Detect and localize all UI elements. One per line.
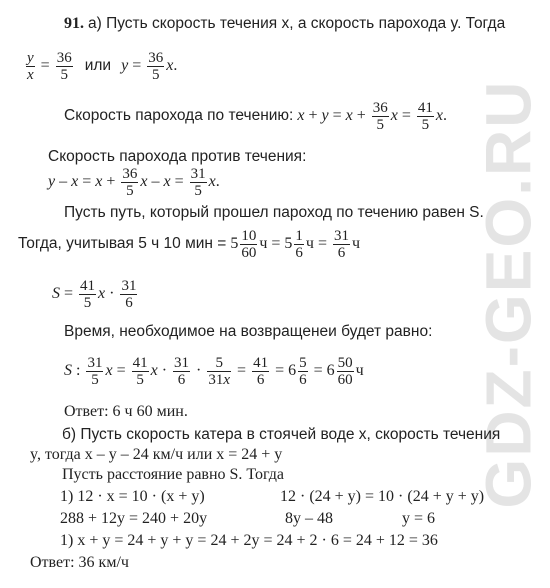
unit-hours: ч <box>259 235 268 253</box>
answer-a: Ответ: 6 ч 60 мин. <box>64 403 188 420</box>
downstream-line: Скорость парохода по течению: x + y = x + $\frac{36}{5}$ x = $\frac{41}{5}$ x. <box>64 100 448 133</box>
return-text: Время, необходимое на возвращенеи будет равно: <box>64 323 433 340</box>
unit-hours: ч <box>305 235 314 253</box>
return-line <box>64 323 432 341</box>
downstream-label: Скорость парохода по течению: <box>64 107 294 125</box>
part-b-line: б) Пусть скорость катера в стоячей воде x, скорость течения <box>62 426 501 443</box>
distance-equation: S = $\frac{41}{5}$ x · $\frac{31}{6}$ <box>52 278 137 311</box>
path-text: Пусть путь, который прошел пароход по течению равен S. <box>64 204 484 221</box>
equation-1: 1) 12 · x = 10 · (x + y) <box>60 488 205 505</box>
equation-4: 8y – 48 <box>285 510 333 527</box>
watermark: GDZ-GEO.RU <box>472 79 544 509</box>
problem-intro-line <box>64 15 505 33</box>
unit-hours: ч <box>351 235 361 253</box>
path-line <box>64 204 484 222</box>
equation-2: 12 · (24 + y) = 10 · (24 + y + y) <box>280 488 485 505</box>
or-word: или <box>84 57 112 75</box>
problem-intro: а) Пусть скорость течения x, а скорость парохода y. Тогда <box>88 15 506 32</box>
ratio-equation: $\frac{y}{x}$ = $\frac{36}{5}$ или y = $\frac{36}{5}$ x. <box>27 50 178 83</box>
upstream-label: Скорость парохода против течения: <box>48 148 307 165</box>
problem-number: 91. <box>64 15 84 32</box>
return-time-equation: S : $\frac{31}{5}$ x = $\frac{41}{5}$ x · $\frac{31}{6}$ · $\frac{5}{31x}$ = $\frac{41}{6}$ = 6 $\frac{5}{6}$ = 6 $\frac{50}{60}$ ч <box>64 355 364 388</box>
equation-5: y = 6 <box>402 510 436 527</box>
part-b-line-2: y, тогда x – y – 24 км/ч или x = 24 + y <box>30 446 283 463</box>
time-line: Тогда, учитывая 5 ч 10 мин = 5 $\frac{10}{60}$ ч = 5 $\frac{1}{6}$ ч = $\frac{31}{6}$ ч <box>18 228 361 261</box>
distance-line: Пусть расстояние равно S. Тогда <box>62 466 285 483</box>
answer-b: Ответ: 36 км/ч <box>30 554 129 571</box>
equation-6: 1) x + y = 24 + y + y = 24 + 2y = 24 + 2 · 6 = 24 + 12 = 36 <box>60 532 438 549</box>
upstream-label-line <box>48 148 306 166</box>
equation-3: 288 + 12y = 240 + 20y <box>60 510 208 527</box>
upstream-equation: y – x = x + $\frac{36}{5}$ x – x = $\frac{31}{5}$ x. <box>48 166 220 199</box>
time-text: Тогда, учитывая 5 ч 10 мин = <box>18 235 227 253</box>
